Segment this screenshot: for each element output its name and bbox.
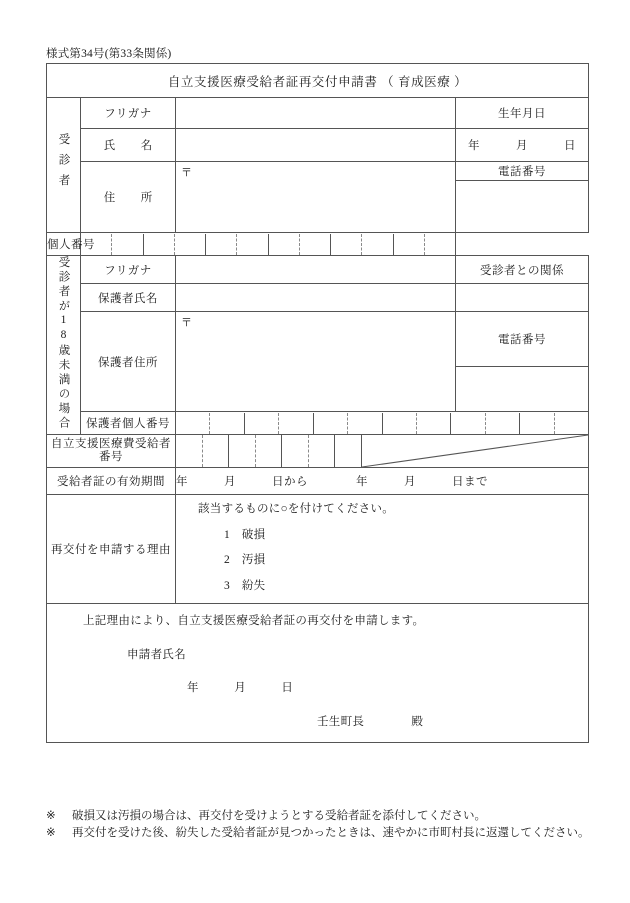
number-box[interactable]: [314, 413, 348, 434]
table-row-patient-furigana: [47, 98, 589, 129]
number-box[interactable]: [486, 413, 520, 434]
patient-phone-input[interactable]: [456, 181, 589, 233]
footer-note-2: [46, 825, 591, 842]
patient-section-vertical-label: [47, 98, 81, 233]
personal-number-strip[interactable]: [176, 413, 588, 434]
table-row-patient-personal-number: [47, 233, 589, 256]
reason-option-1[interactable]: 1 破損: [224, 528, 266, 541]
footer-note-1: [46, 808, 591, 825]
reason-options-area: [176, 495, 589, 604]
patient-vertical-label-text: 受診者: [57, 132, 70, 195]
patient-address-label: 住 所: [81, 162, 176, 233]
reason-label: 再交付を申請する理由: [47, 495, 176, 604]
declaration-date-fields[interactable]: 年 月 日: [187, 682, 294, 694]
number-box[interactable]: [282, 435, 309, 467]
postal-mark-icon: 〒: [181, 317, 192, 329]
patient-birthdate-fields[interactable]: 年 月 日: [456, 129, 589, 162]
number-box[interactable]: [425, 234, 455, 255]
guardian-personal-number-boxes[interactable]: [176, 412, 589, 435]
number-box[interactable]: [210, 413, 244, 434]
table-row-guardian-address: [47, 312, 589, 367]
number-box[interactable]: [335, 435, 361, 467]
note-mark-icon: ※: [46, 826, 56, 839]
certificate-number-strip[interactable]: [176, 435, 361, 467]
number-box[interactable]: [176, 413, 210, 434]
patient-address-input[interactable]: [176, 162, 456, 233]
note-text: 再交付を受けた後、紛失した受給者証が見つかったときは、速やかに市町村長に返還してください。: [72, 826, 590, 839]
table-row-guardian-furigana: [47, 256, 589, 284]
application-form-table: [46, 63, 589, 743]
guardian-vertical-label-text: 受診者が18歳未満の場合: [57, 256, 70, 431]
patient-furigana-input[interactable]: [176, 98, 456, 129]
number-box[interactable]: [256, 435, 283, 467]
certificate-number-label-line1: 自立支援医療費受給者: [51, 437, 171, 450]
patient-personal-number-label: 個人番号: [47, 233, 81, 256]
number-box[interactable]: [112, 234, 143, 255]
note-mark-icon: ※: [46, 810, 56, 822]
number-box[interactable]: [348, 413, 382, 434]
patient-name-input[interactable]: [176, 129, 456, 162]
guardian-name-input[interactable]: [176, 284, 456, 312]
number-box[interactable]: [269, 234, 300, 255]
reason-option-2[interactable]: 2 汚損: [224, 554, 266, 566]
guardian-address-input[interactable]: [176, 312, 456, 412]
number-box[interactable]: [417, 413, 451, 434]
number-box[interactable]: [394, 234, 425, 255]
guardian-phone-input[interactable]: [456, 367, 589, 412]
number-box[interactable]: [203, 435, 230, 467]
guardian-name-label: 保護者氏名: [81, 284, 176, 312]
declaration-addressee: 壬生町長 殿: [317, 715, 424, 728]
patient-phone-label: 電話番号: [456, 162, 589, 181]
table-row-title: [47, 64, 589, 98]
number-box[interactable]: [229, 435, 256, 467]
table-row-guardian-personal-number: [47, 412, 589, 435]
guardian-furigana-input[interactable]: [176, 256, 456, 284]
table-row-reason: [47, 495, 589, 604]
number-box[interactable]: [144, 234, 175, 255]
guardian-relationship-input[interactable]: [456, 284, 589, 312]
applicant-name-label[interactable]: 申請者氏名: [127, 648, 186, 661]
table-row-patient-address: [47, 162, 589, 181]
table-row-validity-period: [47, 468, 589, 495]
number-box[interactable]: [81, 234, 112, 255]
patient-personal-number-boxes[interactable]: [81, 233, 456, 256]
declaration-statement: 上記理由により、自立支援医療受給者証の再交付を申請します。: [83, 615, 425, 627]
number-box[interactable]: [245, 413, 279, 434]
personal-number-strip[interactable]: [81, 234, 455, 255]
certificate-number-slash-area: [361, 435, 588, 467]
number-box[interactable]: [451, 413, 485, 434]
guardian-address-label: 保護者住所: [81, 312, 176, 412]
validity-period-fields[interactable]: 年 月 日から 年 月 日まで: [176, 468, 589, 495]
number-box[interactable]: [309, 435, 336, 467]
number-box[interactable]: [383, 413, 417, 434]
certificate-number-boxes[interactable]: [176, 435, 589, 468]
footer-notes: [46, 808, 591, 841]
postal-mark-icon: 〒: [181, 167, 192, 179]
number-box[interactable]: [175, 234, 206, 255]
guardian-section-vertical-label: [47, 256, 81, 435]
number-box[interactable]: [206, 234, 237, 255]
number-box[interactable]: [520, 413, 554, 434]
number-box[interactable]: [176, 435, 203, 467]
table-row-certificate-number: [47, 435, 589, 468]
number-box[interactable]: [362, 234, 393, 255]
patient-birthdate-label: 生年月日: [456, 98, 589, 129]
number-box[interactable]: [279, 413, 313, 434]
patient-furigana-label: フリガナ: [81, 98, 176, 129]
table-row-patient-name: [47, 129, 589, 162]
reason-body: [176, 495, 588, 603]
note-text: 破損又は汚損の場合は、再交付を受けようとする受給者証を添付してください。: [72, 810, 486, 822]
number-box[interactable]: [555, 413, 588, 434]
guardian-relationship-label: 受診者との関係: [456, 256, 589, 284]
declaration-block: [47, 604, 588, 742]
number-box[interactable]: [237, 234, 268, 255]
number-box[interactable]: [300, 234, 331, 255]
table-row-guardian-name: [47, 284, 589, 312]
table-row-declaration: [47, 604, 589, 743]
guardian-furigana-label: フリガナ: [81, 256, 176, 284]
diagonal-slash-icon: [362, 435, 588, 467]
reason-option-3[interactable]: 3 紛失: [224, 579, 266, 592]
certificate-number-label: [47, 435, 176, 468]
number-box[interactable]: [331, 234, 362, 255]
validity-period-label: 受給者証の有効期間: [47, 468, 176, 495]
patient-name-label: 氏 名: [81, 129, 176, 162]
reason-instruction: 該当するものに○を付けてください。: [198, 503, 395, 515]
form-number-line: 様式第34号(第33条関係): [46, 48, 172, 60]
guardian-phone-label: 電話番号: [456, 312, 589, 367]
form-title: 自立支援医療受給者証再交付申請書 （ 育成医療 ）: [47, 64, 589, 98]
certificate-number-label-line2: 番号: [99, 451, 123, 463]
guardian-personal-number-label: 保護者個人番号: [81, 412, 176, 435]
declaration-area: [47, 604, 589, 743]
